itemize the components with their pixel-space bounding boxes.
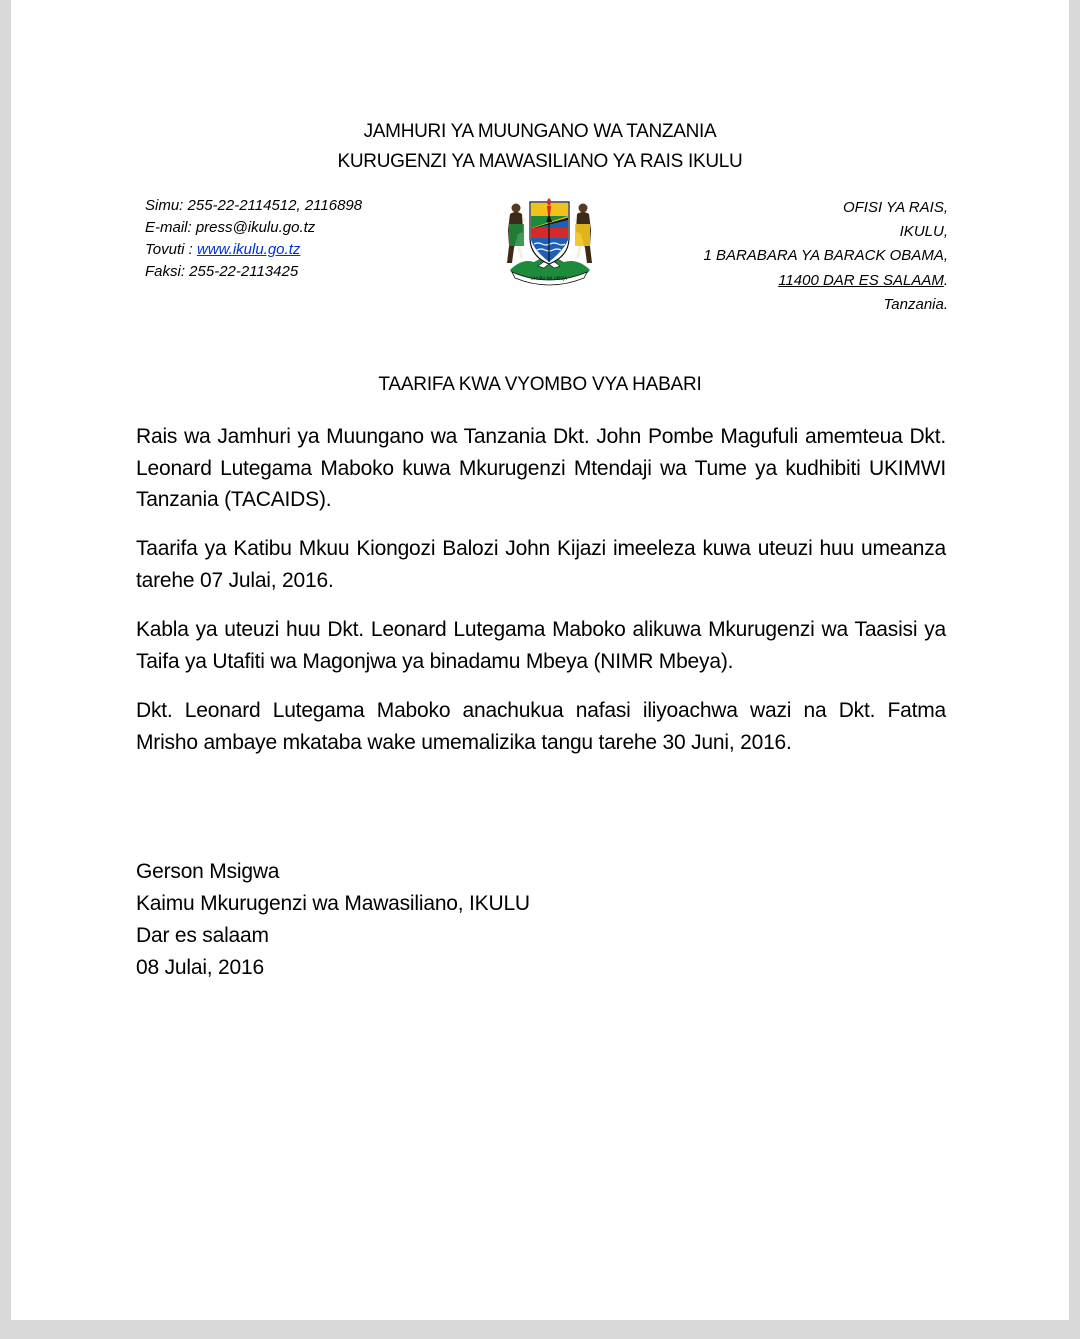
emblem-ribbon-text: UHURU NA UMOJA [530, 276, 568, 281]
address-line-5: Tanzania. [883, 296, 948, 313]
paragraph-3: Kabla ya uteuzi huu Dkt. Leonard Lutegama Maboko alikuwa Mkurugenzi wa Taasisi ya Taifa ya Utafiti wa Magonjwa ya binadamu Mbeya (NIMR Mbeya). [136, 618, 946, 673]
paragraph-2: Taarifa ya Katibu Mkuu Kiongozi Balozi John Kijazi imeeleza kuwa uteuzi huu umeanza tarehe 07 Julai, 2016. [136, 537, 946, 592]
press-release-title: TAARIFA KWA VYOMBO VYA HABARI [378, 374, 702, 395]
signature-place: Dar es salaam [136, 924, 269, 947]
signature-position: Kaimu Mkurugenzi wa Mawasiliano, IKULU [136, 892, 530, 915]
contact-website [145, 239, 300, 261]
address-postal-city: 11400 DAR ES SALAAM [778, 272, 944, 289]
tanzania-coat-of-arms-icon [492, 188, 607, 288]
website-label: Tovuti : [145, 241, 197, 258]
signature-name: Gerson Msigwa [136, 860, 280, 883]
address-line-3: 1 BARABARA YA BARACK OBAMA, [703, 247, 948, 264]
signature-date: 08 Julai, 2016 [136, 956, 264, 979]
header-line-2: KURUGENZI YA MAWASILIANO YA RAIS IKULU [337, 151, 743, 172]
paragraph-4: Dkt. Leonard Lutegama Maboko anachukua nafasi iliyoachwa wazi na Dkt. Fatma Mrisho ambaye mkataba wake umemalizika tangu tarehe 30 Juni, 2016. [136, 699, 946, 754]
website-link[interactable]: www.ikulu.go.tz [196, 241, 301, 258]
header-line-1: JAMHURI YA MUUNGANO WA TANZANIA [363, 121, 717, 142]
paragraph-1: Rais wa Jamhuri ya Muungano wa Tanzania Dkt. John Pombe Magufuli amemteua Dkt. Leonard Lutegama Maboko kuwa Mkurugenzi Mtendaji wa Tume ya kudhibiti UKIMWI Tanzania (TACAIDS). [136, 425, 946, 511]
address-line-4 [778, 270, 948, 292]
contact-phone: Simu: 255-22-2114512, 2116898 [145, 197, 363, 214]
contact-fax: Faksi: 255-22-2113425 [145, 263, 299, 280]
contact-email: E-mail: press@ikulu.go.tz [145, 219, 316, 236]
address-line-1: OFISI YA RAIS, [842, 199, 948, 216]
address-line-2: IKULU, [899, 223, 948, 240]
address-line-4-suffix: . [943, 272, 948, 289]
